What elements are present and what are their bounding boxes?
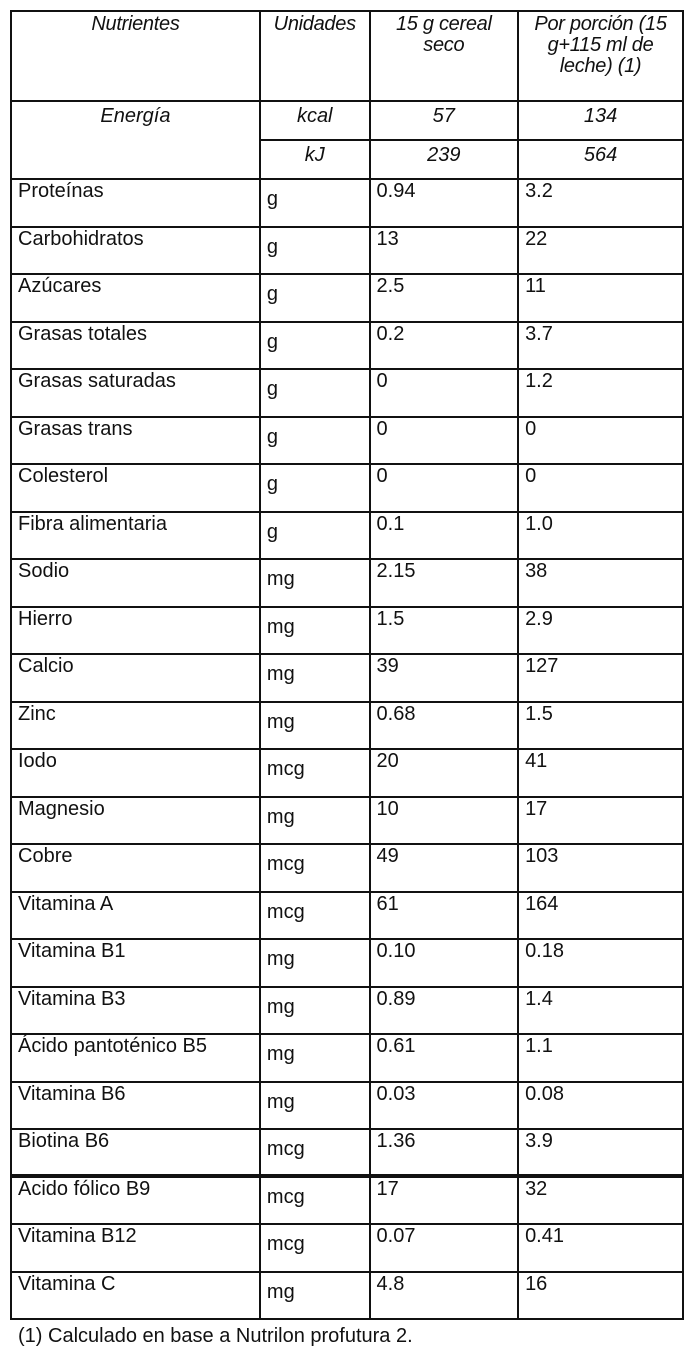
nutrient-unit: mg [260, 1272, 370, 1320]
nutrient-dry-value: 0.07 [370, 1224, 519, 1272]
nutrient-dry-value: 13 [370, 227, 519, 275]
nutrient-unit: mcg [260, 1224, 370, 1272]
nutrient-unit: g [260, 179, 370, 227]
nutrient-unit: mg [260, 1082, 370, 1130]
nutrient-dry-value: 1.36 [370, 1129, 519, 1177]
nutrient-portion-value: 3.7 [518, 322, 683, 370]
nutrient-portion-value: 22 [518, 227, 683, 275]
table-row [11, 464, 683, 512]
table-row [11, 179, 683, 227]
nutrient-unit: g [260, 512, 370, 560]
nutrient-unit: g [260, 369, 370, 417]
nutrient-portion-value: 0.08 [518, 1082, 683, 1130]
nutrient-portion-value: 164 [518, 892, 683, 940]
energy-dry-kcal: 57 [370, 101, 519, 140]
nutrient-dry-value: 20 [370, 749, 519, 797]
nutrient-unit: mcg [260, 892, 370, 940]
nutrient-unit: mcg [260, 1129, 370, 1177]
nutrient-portion-value: 103 [518, 844, 683, 892]
nutrient-portion-value: 0 [518, 417, 683, 465]
table-row [11, 797, 683, 845]
nutrient-unit: mcg [260, 1177, 370, 1225]
table-row [11, 844, 683, 892]
nutrient-name: Sodio [11, 559, 260, 607]
table-row [11, 512, 683, 560]
nutrition-table-container [10, 10, 684, 1348]
nutrient-name: Proteínas [11, 179, 260, 227]
nutrient-unit: g [260, 464, 370, 512]
header-unidades: Unidades [260, 11, 370, 101]
table-row [11, 1224, 683, 1272]
nutrient-dry-value: 0.68 [370, 702, 519, 750]
nutrient-name: Grasas saturadas [11, 369, 260, 417]
nutrition-table [10, 10, 684, 1320]
nutrient-name: Grasas totales [11, 322, 260, 370]
energy-label: Energía [11, 101, 260, 179]
nutrient-dry-value: 39 [370, 654, 519, 702]
nutrient-name: Azúcares [11, 274, 260, 322]
table-row [11, 749, 683, 797]
nutrient-dry-value: 0 [370, 369, 519, 417]
nutrient-name: Biotina B6 [11, 1129, 260, 1177]
nutrient-name: Acido fólico B9 [11, 1177, 260, 1225]
nutrient-name: Vitamina B12 [11, 1224, 260, 1272]
nutrient-portion-value: 3.2 [518, 179, 683, 227]
nutrient-portion-value: 41 [518, 749, 683, 797]
nutrient-name: Fibra alimentaria [11, 512, 260, 560]
table-row [11, 559, 683, 607]
nutrient-name: Ácido pantoténico B5 [11, 1034, 260, 1082]
nutrient-portion-value: 0.18 [518, 939, 683, 987]
table-row [11, 654, 683, 702]
nutrient-portion-value: 11 [518, 274, 683, 322]
nutrient-unit: mg [260, 987, 370, 1035]
nutrient-name: Vitamina B1 [11, 939, 260, 987]
nutrient-portion-value: 1.2 [518, 369, 683, 417]
table-row [11, 1177, 683, 1225]
nutrient-portion-value: 0 [518, 464, 683, 512]
nutrient-name: Vitamina B6 [11, 1082, 260, 1130]
nutrient-dry-value: 0.10 [370, 939, 519, 987]
nutrient-dry-value: 0 [370, 417, 519, 465]
nutrient-unit: mcg [260, 749, 370, 797]
table-row [11, 417, 683, 465]
energy-row-kcal [11, 101, 683, 140]
nutrient-unit: mg [260, 702, 370, 750]
nutrient-name: Iodo [11, 749, 260, 797]
nutrient-unit: mg [260, 797, 370, 845]
bottom-rule [10, 1174, 684, 1176]
table-row [11, 322, 683, 370]
header-dry-cereal: 15 g cereal seco [370, 11, 519, 101]
nutrient-name: Vitamina B3 [11, 987, 260, 1035]
nutrient-dry-value: 61 [370, 892, 519, 940]
nutrient-dry-value: 0.89 [370, 987, 519, 1035]
nutrient-portion-value: 32 [518, 1177, 683, 1225]
table-row [11, 369, 683, 417]
nutrient-portion-value: 1.0 [518, 512, 683, 560]
nutrient-name: Cobre [11, 844, 260, 892]
nutrient-dry-value: 0.1 [370, 512, 519, 560]
header-per-portion: Por porción (15 g+115 ml de leche) (1) [518, 11, 683, 101]
energy-portion-kcal: 134 [518, 101, 683, 140]
nutrient-unit: g [260, 322, 370, 370]
nutrient-portion-value: 1.1 [518, 1034, 683, 1082]
nutrient-dry-value: 2.5 [370, 274, 519, 322]
table-row [11, 1034, 683, 1082]
nutrient-dry-value: 49 [370, 844, 519, 892]
table-row [11, 227, 683, 275]
nutrient-dry-value: 10 [370, 797, 519, 845]
nutrient-dry-value: 0.94 [370, 179, 519, 227]
energy-unit-kj: kJ [260, 140, 370, 179]
nutrient-unit: mg [260, 654, 370, 702]
nutrient-name: Vitamina C [11, 1272, 260, 1320]
nutrient-dry-value: 0 [370, 464, 519, 512]
table-row [11, 1272, 683, 1320]
nutrient-dry-value: 0.03 [370, 1082, 519, 1130]
nutrient-unit: mg [260, 1034, 370, 1082]
nutrient-portion-value: 127 [518, 654, 683, 702]
header-nutrientes: Nutrientes [11, 11, 260, 101]
nutrient-unit: g [260, 274, 370, 322]
nutrient-name: Calcio [11, 654, 260, 702]
nutrient-unit: mg [260, 939, 370, 987]
nutrient-name: Zinc [11, 702, 260, 750]
table-row [11, 987, 683, 1035]
nutrient-unit: mcg [260, 844, 370, 892]
energy-dry-kj: 239 [370, 140, 519, 179]
nutrient-unit: mg [260, 607, 370, 655]
nutrient-unit: g [260, 417, 370, 465]
nutrient-portion-value: 2.9 [518, 607, 683, 655]
table-row [11, 274, 683, 322]
nutrient-dry-value: 1.5 [370, 607, 519, 655]
table-row [11, 702, 683, 750]
nutrient-portion-value: 16 [518, 1272, 683, 1320]
nutrient-dry-value: 2.15 [370, 559, 519, 607]
nutrient-dry-value: 4.8 [370, 1272, 519, 1320]
nutrient-portion-value: 3.9 [518, 1129, 683, 1177]
table-row [11, 892, 683, 940]
nutrient-dry-value: 17 [370, 1177, 519, 1225]
table-row [11, 1082, 683, 1130]
nutrient-portion-value: 17 [518, 797, 683, 845]
nutrient-name: Hierro [11, 607, 260, 655]
energy-portion-kj: 564 [518, 140, 683, 179]
nutrition-table-body [11, 11, 683, 1319]
nutrient-name: Grasas trans [11, 417, 260, 465]
nutrient-portion-value: 1.4 [518, 987, 683, 1035]
nutrient-portion-value: 38 [518, 559, 683, 607]
table-row [11, 939, 683, 987]
nutrient-portion-value: 0.41 [518, 1224, 683, 1272]
nutrient-name: Magnesio [11, 797, 260, 845]
table-row [11, 1129, 683, 1177]
table-header-row [11, 11, 683, 101]
table-row [11, 607, 683, 655]
nutrient-dry-value: 0.2 [370, 322, 519, 370]
nutrient-name: Vitamina A [11, 892, 260, 940]
energy-unit-kcal: kcal [260, 101, 370, 140]
nutrient-name: Carbohidratos [11, 227, 260, 275]
nutrient-unit: g [260, 227, 370, 275]
nutrient-dry-value: 0.61 [370, 1034, 519, 1082]
nutrient-name: Colesterol [11, 464, 260, 512]
nutrient-unit: mg [260, 559, 370, 607]
footnote: (1) Calculado en base a Nutrilon profutura 2. [18, 1325, 413, 1347]
nutrient-portion-value: 1.5 [518, 702, 683, 750]
